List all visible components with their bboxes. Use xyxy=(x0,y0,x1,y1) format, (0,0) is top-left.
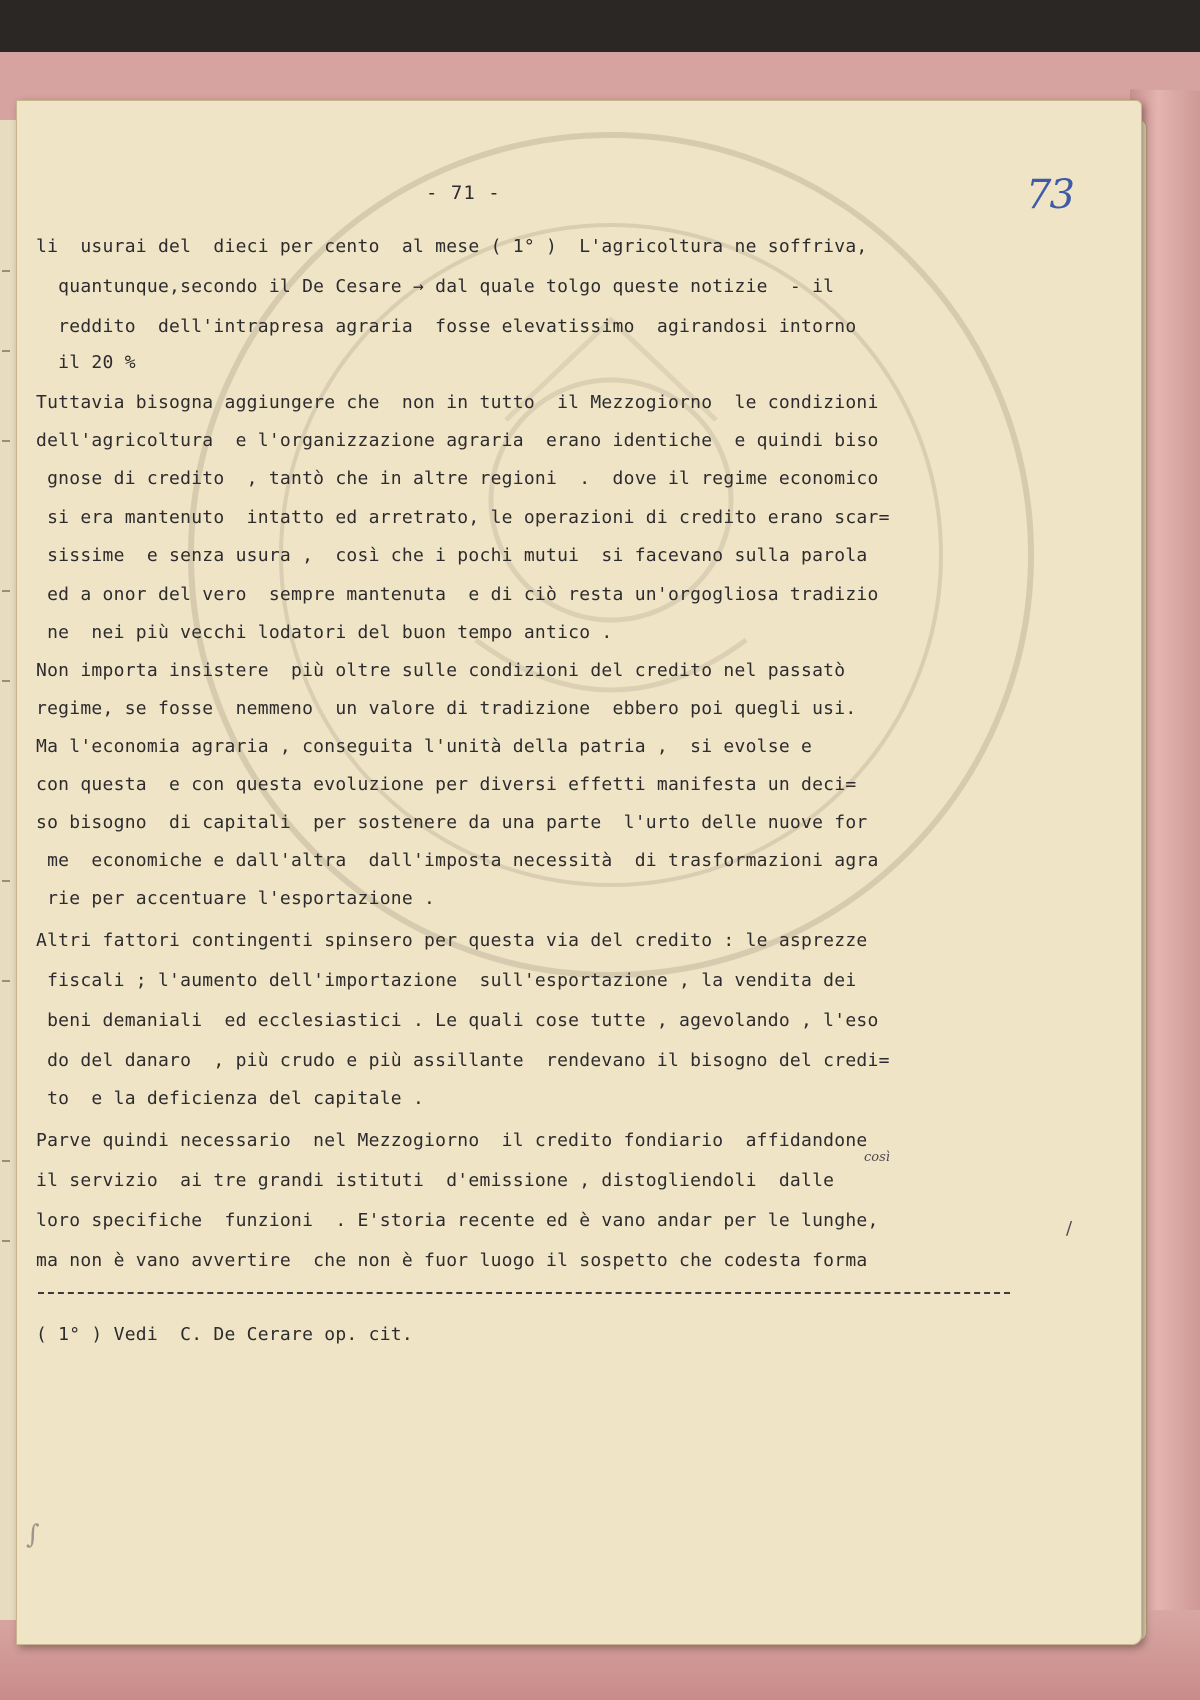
footnote-separator xyxy=(38,1292,1010,1294)
document-page xyxy=(16,100,1142,1645)
archive-page-number: 73 xyxy=(1026,172,1073,218)
handwritten-comma: / xyxy=(1066,1218,1073,1239)
text-line: beni demaniali ed ecclesiastici . Le quali cose tutte , agevolando , l'eso xyxy=(36,1010,879,1031)
text-line: il servizio ai tre grandi istituti d'emissione , distogliendoli dalle xyxy=(36,1170,835,1191)
text-line: fiscali ; l'aumento dell'importazione sull'esportazione , la vendita dei xyxy=(36,970,857,991)
spine-mark xyxy=(2,590,10,592)
text-line: il 20 % xyxy=(36,352,136,373)
text-line: gnose di credito , tantò che in altre regioni . dove il regime economico xyxy=(36,468,879,489)
text-line: do del danaro , più crudo e più assillante rendevano il bisogno del credi= xyxy=(36,1050,890,1071)
text-line: me economiche e dall'altra dall'imposta necessità di trasformazioni agra xyxy=(36,850,879,871)
handwritten-insertion: così xyxy=(864,1150,890,1165)
spine-mark xyxy=(2,350,10,352)
page-text xyxy=(16,100,1142,1645)
text-line: to e la deficienza del capitale . xyxy=(36,1088,425,1109)
text-line: Ma l'economia agraria , conseguita l'unità della patria , si evolse e xyxy=(36,736,813,757)
text-line: rie per accentuare l'esportazione . xyxy=(36,888,436,909)
page-number: - 71 - xyxy=(426,182,501,204)
text-line: si era mantenuto intatto ed arretrato, le operazioni di credito erano scar= xyxy=(36,507,890,528)
spine-mark xyxy=(2,1240,10,1242)
spine-mark xyxy=(2,980,10,982)
text-line: Altri fattori contingenti spinsero per questa via del credito : le asprezze xyxy=(36,930,868,951)
text-line: loro specifiche funzioni . E'storia recente ed è vano andar per le lunghe, xyxy=(36,1210,879,1231)
previous-page-edge xyxy=(0,120,17,1620)
spine-mark xyxy=(2,1160,10,1162)
text-line: con questa e con questa evoluzione per diversi effetti manifesta un deci= xyxy=(36,774,857,795)
text-line: ma non è vano avvertire che non è fuor luogo il sospetto che codesta forma xyxy=(36,1250,868,1271)
margin-pencil-mark: ∫ xyxy=(26,1520,40,1550)
spine-mark xyxy=(2,680,10,682)
spine-mark xyxy=(2,440,10,442)
text-line: dell'agricoltura e l'organizzazione agraria erano identiche e quindi biso xyxy=(36,430,879,451)
spine-mark xyxy=(2,880,10,882)
text-line: Non importa insistere più oltre sulle condizioni del credito nel passatò xyxy=(36,660,846,681)
text-line: ed a onor del vero sempre mantenuta e di ciò resta un'orgogliosa tradizio xyxy=(36,584,879,605)
text-line: Parve quindi necessario nel Mezzogiorno il credito fondiario affidandone xyxy=(36,1130,868,1151)
text-line: li usurai del dieci per cento al mese ( 1° ) L'agricoltura ne soffriva, xyxy=(36,236,868,257)
spine-mark xyxy=(2,270,10,272)
text-line: sissime e senza usura , così che i pochi mutui si facevano sulla parola xyxy=(36,545,868,566)
text-line: quantunque,secondo il De Cesare → dal quale tolgo queste notizie - il xyxy=(36,276,835,297)
footnote: ( 1° ) Vedi C. De Cerare op. cit. xyxy=(36,1324,413,1345)
text-line: regime, se fosse nemmeno un valore di tradizione ebbero poi quegli usi. xyxy=(36,698,857,719)
text-line: ne nei più vecchi lodatori del buon tempo antico . xyxy=(36,622,613,643)
text-line: Tuttavia bisogna aggiungere che non in tutto il Mezzogiorno le condizioni xyxy=(36,392,879,413)
text-line: so bisogno di capitali per sostenere da una parte l'urto delle nuove for xyxy=(36,812,868,833)
text-line: reddito dell'intrapresa agraria fosse elevatissimo agirandosi intorno xyxy=(36,316,857,337)
